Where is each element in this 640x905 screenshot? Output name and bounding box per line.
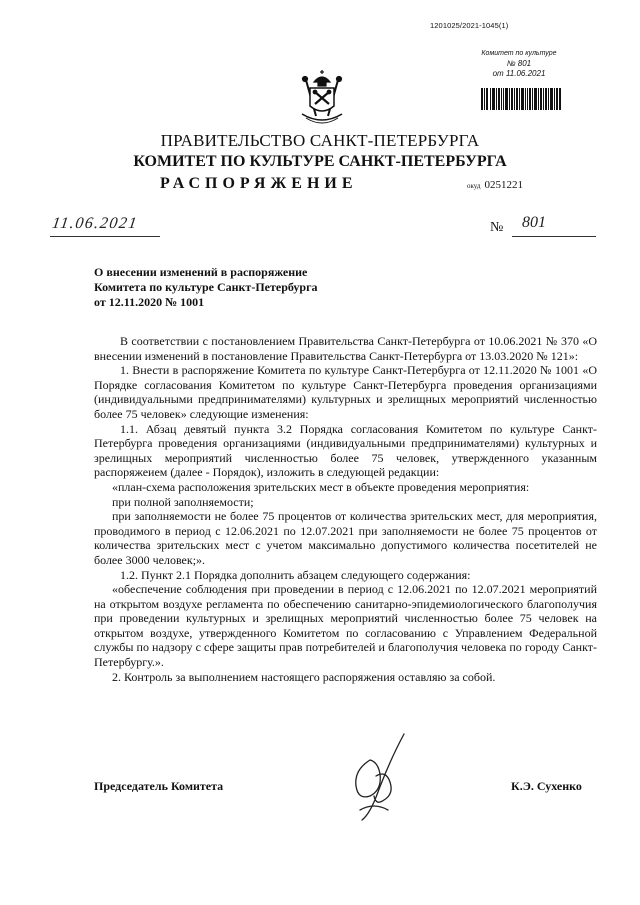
okud-value: 0251221: [484, 179, 523, 191]
date-underline: [50, 236, 160, 237]
paragraph-item-1-1: 1.1. Абзац девятый пункта 3.2 Порядка согласования Комитетом по культуре Санкт-Петербурга проведения организациями (индивидуальными предпринимателями) культурных и зрелищных мероприятий численностью более 75 человек, утвержденного указанным распоряжеием (далее - Порядок), изложить в следующей редакции:: [94, 421, 597, 480]
government-title: ПРАВИТЕЛЬСТВО САНКТ-ПЕТЕРБУРГА: [160, 131, 480, 150]
stamp-date: от 11.06.2021: [492, 69, 546, 78]
document-number: 1201025/2021-1045(1): [430, 21, 509, 30]
subject-block: [94, 265, 394, 310]
handwritten-date: 11.06.2021: [50, 215, 140, 232]
stamp-committee: Комитет по культуре: [481, 50, 557, 57]
barcode-icon: [481, 88, 561, 110]
number-underline: [512, 236, 596, 237]
subject-line: Комитета по культуре Санкт-Петербурга: [94, 280, 318, 294]
registration-stamp: [478, 49, 560, 79]
okud-code: [467, 179, 523, 191]
order-number-label: №: [490, 220, 504, 235]
document-type-title: РАСПОРЯЖЕНИЕ: [160, 175, 358, 192]
paragraph-item-1-2: 1.2. Пункт 2.1 Порядка дополнить абзацем следующего содержания:: [120, 567, 471, 582]
subject-line: от 12.11.2020 № 1001: [94, 295, 205, 309]
paragraph-full-capacity: при полной заполняемости;: [112, 494, 254, 509]
paragraph-item-1: 1. Внести в распоряжение Комитета по культуре Санкт-Петербурга от 12.11.2020 № 1001 «О Порядке согласования Комитетом по культуре Санкт-Петербурга проведения организациями (индивидуальными предпринимателями) культурных и зрелищных мероприятий численностью более 75 человек» следующие изменения:: [94, 363, 597, 421]
subject-line: О внесении изменений в распоряжение: [94, 265, 308, 279]
okud-label: окуд: [467, 182, 481, 190]
paragraph-quote-start: «план-схема расположения зрительских мест в объекте проведения мероприятия:: [112, 479, 530, 494]
stamp-number: № 801: [506, 59, 532, 68]
committee-title: КОМИТЕТ ПО КУЛЬТУРЕ САНКТ-ПЕТЕРБУРГА: [133, 153, 507, 170]
handwritten-order-number: 801: [522, 214, 546, 231]
paragraph-item-2: 2. Контроль за выполнением настоящего распоряжения оставляю за собой.: [112, 669, 496, 684]
paragraph-75-percent: при заполняемости не более 75 процентов от количества зрительских мест, для мероприятия, проводимого в период с 12.06.2021 по 12.07.2021 при заполняемости не более 75 процентов от количества зрительских мест с учетом максимально допустимого количества посетителей не более 3000 человек;».: [94, 509, 597, 567]
signatory-name: К.Э. Сухенко: [511, 779, 582, 793]
paragraph-preamble: В соответствии с постановлением Правительства Санкт-Петербурга от 10.06.2021 № 370 «О внесении изменений в постановление Правительства Санкт-Петербурга от 13.03.2020 № 121»:: [94, 334, 597, 363]
paragraph-outdoor-regulation: «обеспечение соблюдения при проведении в период с 12.06.2021 по 12.07.2021 мероприятий на открытом воздухе регламента по обеспечению санитарно-эпидемиологического благополучия при проведении культурных и зрелищных мероприятий численностью более 75 человек на открытом воздухе, утвержденного Комитетом по согласованию с Управлением Федеральной службы по надзору с сфере защиты прав потребителей и благополучия человека по городу Санкт-Петербургу.».: [94, 582, 597, 670]
coat-of-arms-icon: [298, 70, 346, 128]
document-body: [94, 334, 597, 684]
signatory-position: Председатель Комитета: [94, 779, 224, 793]
handwritten-signature: [340, 730, 420, 825]
